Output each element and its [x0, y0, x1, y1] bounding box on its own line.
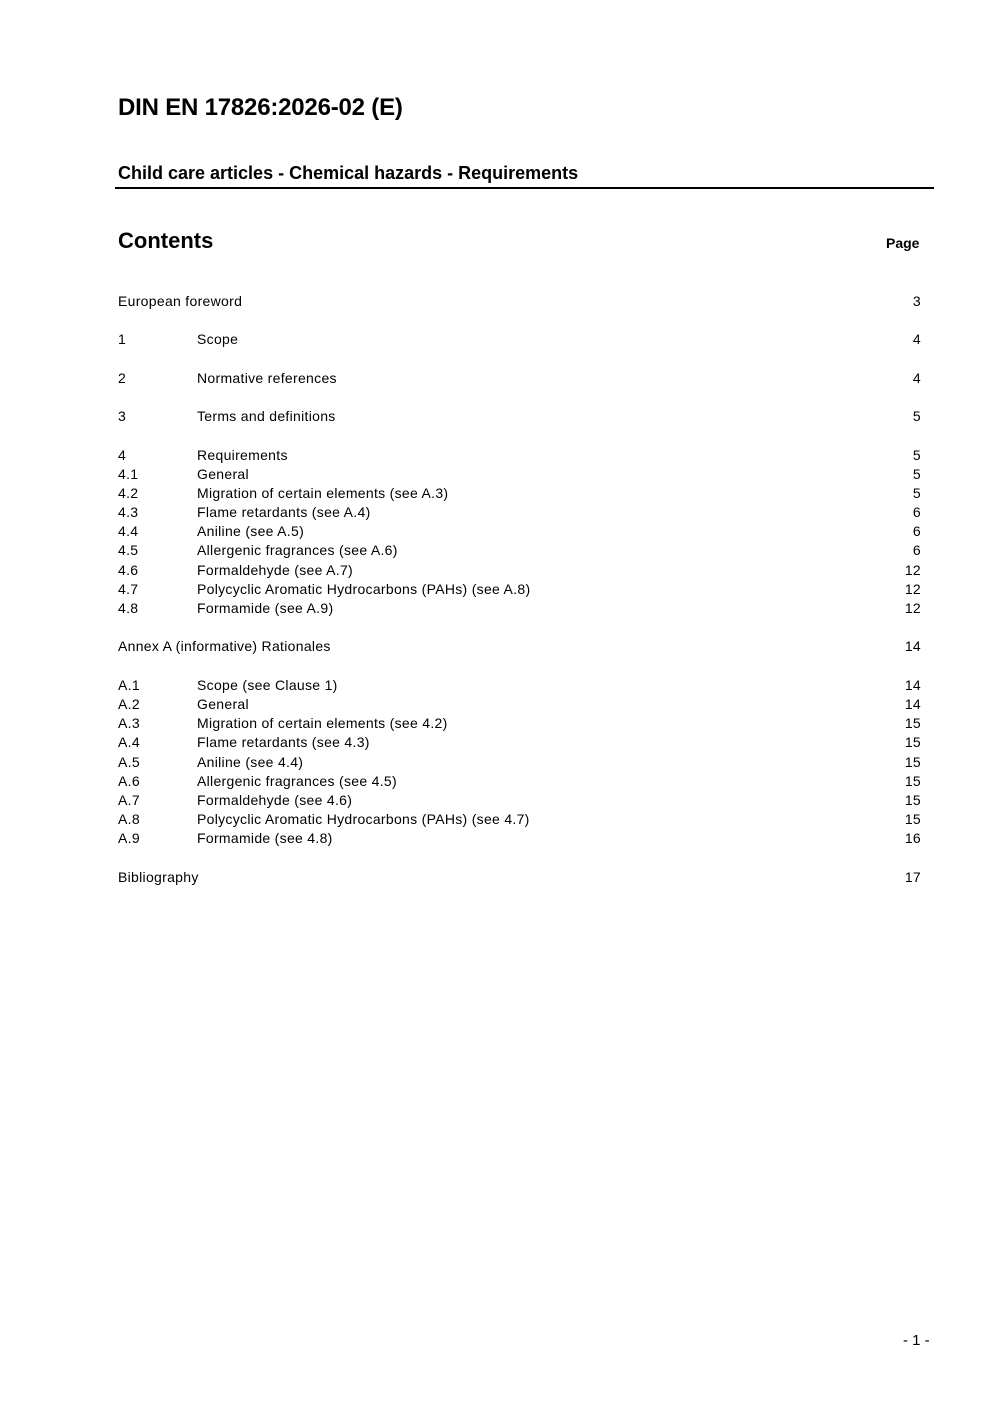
toc-entry-4-8-formamide[interactable] — [118, 599, 921, 618]
toc-entry-number: A.1 — [118, 676, 140, 693]
toc-entry-annex-a[interactable] — [118, 637, 921, 656]
toc-entry-number: A.5 — [118, 753, 140, 770]
page-number: - 1 - — [903, 1332, 930, 1349]
toc-entry-european-foreword[interactable] — [118, 292, 921, 311]
toc-entry-bibliography[interactable] — [118, 868, 921, 887]
toc-entry-4-4-aniline[interactable] — [118, 522, 921, 541]
toc-entry-a-5-aniline[interactable] — [118, 753, 921, 772]
toc-entry-number: A.8 — [118, 811, 140, 828]
toc-entry-page: 15 — [904, 734, 921, 751]
toc-entry-page: 15 — [904, 772, 921, 789]
toc-entry-page: 14 — [904, 695, 921, 712]
toc-entry-title: Polycyclic Aromatic Hydrocarbons (PAHs) (see 4.7) — [197, 811, 530, 828]
toc-entry-title: Normative references — [197, 369, 337, 386]
toc-entry-normative-references[interactable] — [118, 369, 921, 388]
toc-entry-page: 6 — [912, 504, 921, 521]
toc-entry-title: Requirements — [197, 446, 288, 463]
toc-entry-title: Formamide (see A.9) — [197, 600, 334, 616]
toc-entry-title: Formaldehyde (see A.7) — [197, 561, 354, 578]
toc-entry-title: Migration of certain elements (see 4.2) — [197, 715, 448, 732]
toc-entry-number: A.7 — [118, 791, 140, 808]
toc-entry-page: 6 — [912, 542, 921, 559]
toc-entry-a-3-migration[interactable] — [118, 714, 921, 733]
toc-entry-page: 14 — [904, 638, 921, 655]
toc-entry-scope[interactable] — [118, 330, 921, 349]
title-divider — [115, 187, 934, 189]
toc-entry-page: 12 — [904, 580, 921, 597]
toc-entry-page: 15 — [904, 791, 921, 808]
toc-entry-a-8-pahs[interactable] — [118, 810, 921, 829]
toc-entry-page: 5 — [912, 484, 921, 501]
toc-entry-a-4-flame-retardants[interactable] — [118, 733, 921, 752]
toc-entry-number: 4.5 — [118, 542, 139, 559]
toc-entry-page: 4 — [912, 369, 921, 386]
toc-entry-4-3-flame-retardants[interactable] — [118, 503, 921, 522]
toc-entry-number: A.6 — [118, 772, 140, 789]
toc-entry-a-9-formamide[interactable] — [118, 829, 921, 848]
toc-entry-title: Allergenic fragrances (see A.6) — [197, 542, 398, 559]
toc-entry-page: 6 — [912, 523, 921, 540]
toc-entry-number: A.4 — [118, 734, 140, 751]
toc-entry-title: Flame retardants (see A.4) — [197, 504, 371, 521]
toc-entry-title: Migration of certain elements (see A.3) — [197, 484, 449, 501]
toc-entry-page: 15 — [904, 753, 921, 770]
toc-entry-title: Bibliography — [118, 868, 199, 885]
toc-entry-number: 4.1 — [118, 465, 139, 482]
toc-entry-title: Allergenic fragrances (see 4.5) — [197, 772, 397, 789]
toc-entry-title: Scope — [197, 331, 239, 348]
toc-entry-title: Aniline (see A.5) — [197, 523, 305, 540]
toc-entry-a-2-general[interactable] — [118, 695, 921, 714]
toc-entry-4-5-allergenic-fragrances[interactable] — [118, 541, 921, 560]
toc-entry-number: 4.6 — [118, 561, 139, 578]
contents-heading: Contents — [118, 228, 214, 253]
toc-entry-terms-and-definitions[interactable] — [118, 407, 921, 426]
toc-entry-page: 17 — [904, 868, 921, 885]
toc-entry-a-7-formaldehyde[interactable] — [118, 791, 921, 810]
toc-entry-number: 4.4 — [118, 523, 139, 540]
toc-entry-title: Polycyclic Aromatic Hydrocarbons (PAHs) (see A.8) — [197, 580, 531, 597]
toc-entry-a-1-scope[interactable] — [118, 676, 921, 695]
toc-entry-number: 1 — [118, 331, 127, 348]
toc-entry-page: 16 — [904, 830, 921, 847]
toc-entry-number: 4.3 — [118, 504, 139, 521]
toc-entry-page: 5 — [912, 408, 921, 425]
toc-entry-4-1-general[interactable] — [118, 465, 921, 484]
toc-entry-page: 3 — [912, 293, 921, 309]
toc-entry-4-7-pahs[interactable] — [118, 580, 921, 599]
toc-entry-title: Annex A (informative) Rationales — [118, 638, 331, 655]
toc-entry-number: 4 — [118, 446, 127, 463]
toc-entry-page: 4 — [912, 331, 921, 348]
table-of-contents — [118, 292, 921, 887]
toc-entry-page: 5 — [912, 465, 921, 482]
toc-entry-title: Terms and definitions — [197, 408, 336, 425]
toc-entry-page: 15 — [904, 715, 921, 732]
toc-entry-number: A.3 — [118, 715, 140, 732]
toc-entry-4-2-migration[interactable] — [118, 484, 921, 503]
toc-entry-title: Aniline (see 4.4) — [197, 753, 304, 770]
toc-entry-requirements[interactable] — [118, 446, 921, 465]
toc-entry-title: Scope (see Clause 1) — [197, 676, 338, 693]
toc-entry-title: General — [197, 695, 249, 712]
toc-entry-page: 12 — [904, 600, 921, 616]
toc-entry-title: European foreword — [118, 293, 243, 309]
toc-entry-number: 4.8 — [118, 600, 139, 616]
page-column-heading: Page — [886, 235, 920, 251]
document-number: DIN EN 17826:2026-02 (E) — [118, 94, 403, 121]
toc-entry-title: Flame retardants (see 4.3) — [197, 734, 370, 751]
toc-entry-4-6-formaldehyde[interactable] — [118, 561, 921, 580]
toc-entry-number: A.9 — [118, 830, 140, 847]
toc-entry-page: 15 — [904, 811, 921, 828]
toc-entry-title: General — [197, 465, 249, 482]
toc-entry-a-6-allergenic-fragrances[interactable] — [118, 772, 921, 791]
toc-entry-page: 14 — [904, 676, 921, 693]
toc-entry-page: 5 — [912, 446, 921, 463]
toc-entry-number: 4.2 — [118, 484, 139, 501]
toc-entry-number: 3 — [118, 408, 127, 425]
document-title: Child care articles - Chemical hazards - Requirements — [118, 163, 579, 183]
toc-entry-number: 4.7 — [118, 580, 139, 597]
toc-entry-number: 2 — [118, 369, 127, 386]
toc-entry-title: Formaldehyde (see 4.6) — [197, 791, 353, 808]
toc-entry-page: 12 — [904, 561, 921, 578]
toc-entry-title: Formamide (see 4.8) — [197, 830, 333, 847]
toc-entry-number: A.2 — [118, 695, 140, 712]
